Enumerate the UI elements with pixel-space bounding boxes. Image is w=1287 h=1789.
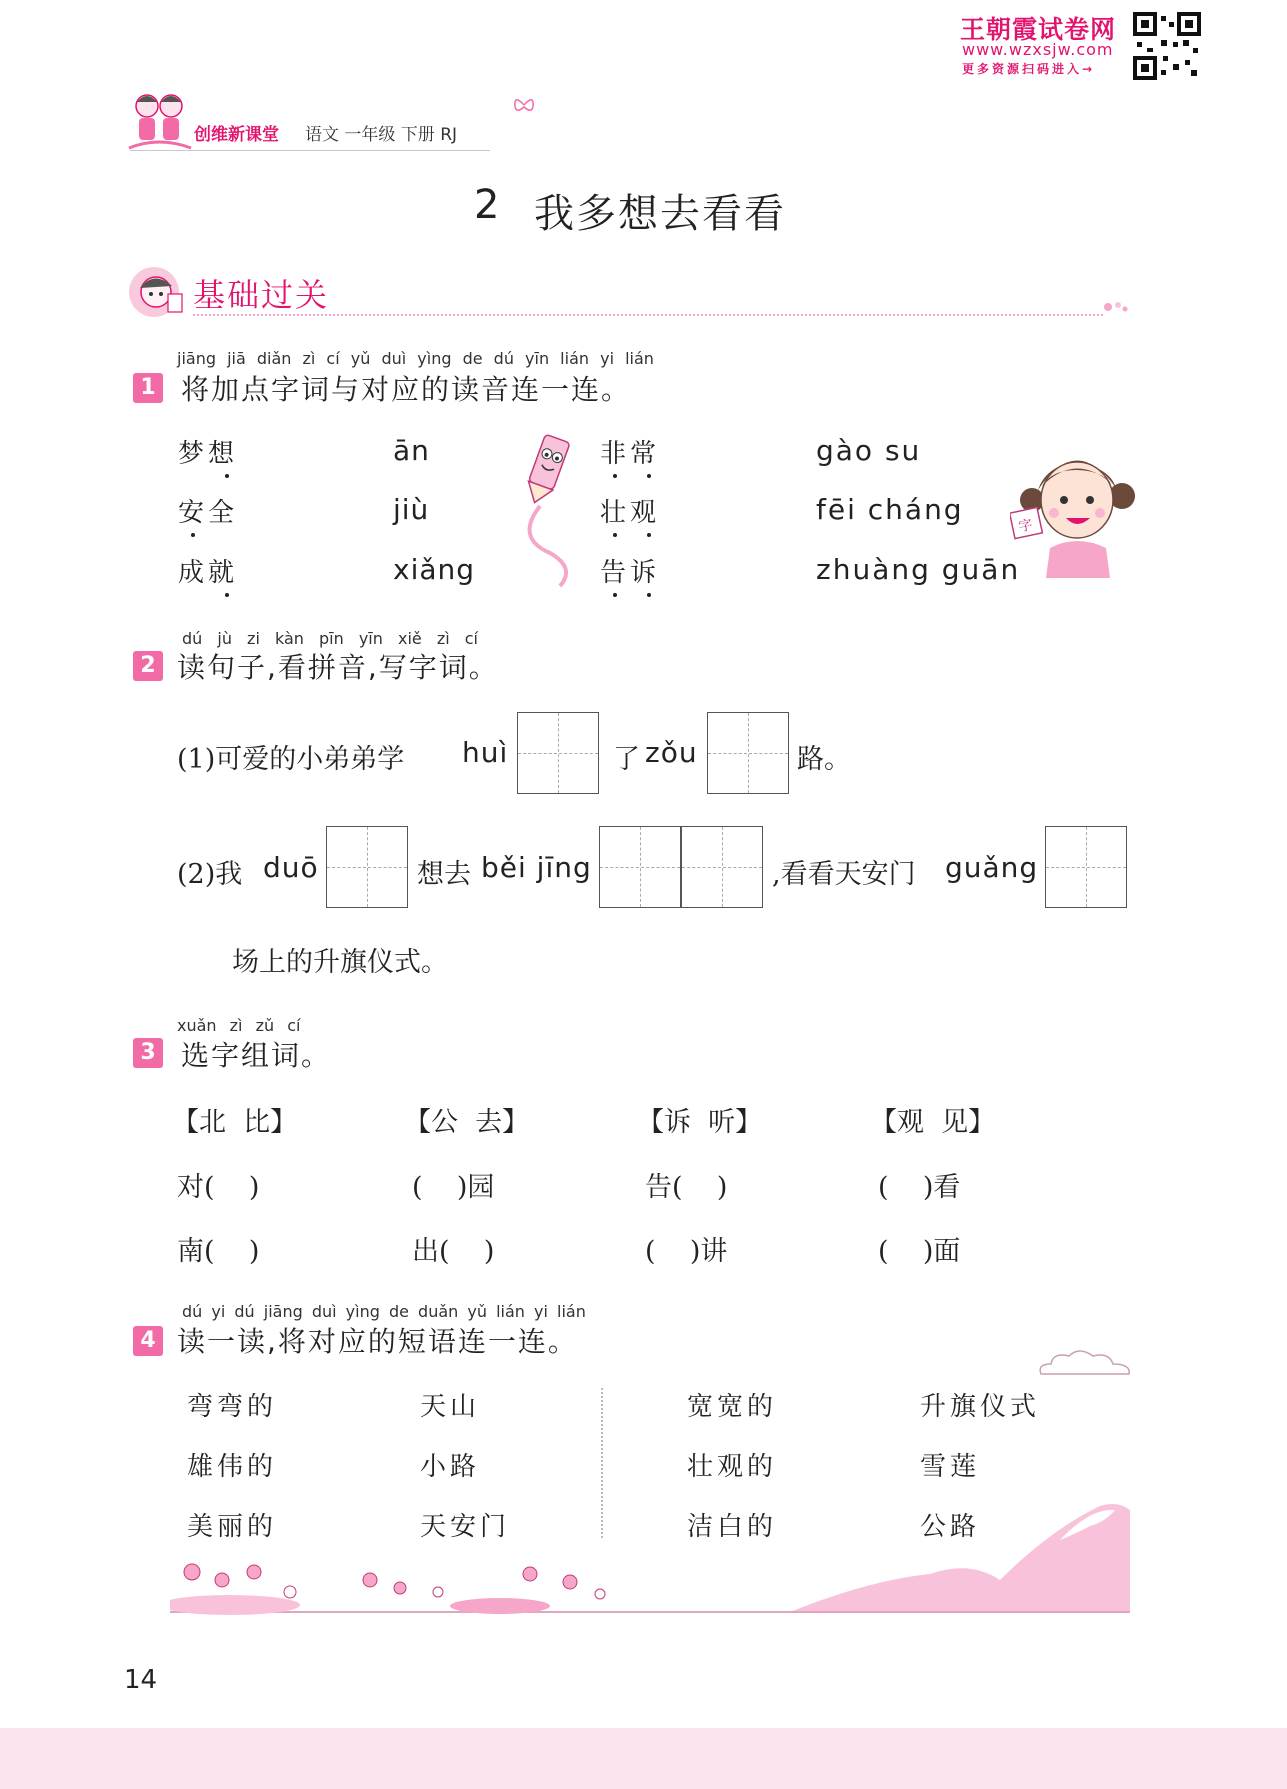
pinyin-gaosu[interactable]: gào su (816, 434, 922, 467)
s2-pinyin-guang: guǎng (945, 851, 1039, 884)
s1-pinyin-zou: zǒu (645, 736, 698, 769)
phrase-tiananmen[interactable]: 天安门 (420, 1512, 511, 1542)
s2-text-b: 想去 (417, 859, 471, 890)
word-zhuangguan[interactable]: 壮观 (600, 498, 661, 528)
emphasis-dot (647, 593, 651, 597)
q3-group-3-blank-b[interactable]: ( )讲 (645, 1236, 728, 1267)
emphasis-dot (225, 474, 229, 478)
q3-group-1-chars: 【北 比】 (172, 1107, 298, 1138)
answer-box-jing[interactable] (681, 826, 763, 908)
header-divider (130, 150, 490, 151)
teacher-avatar-icon (128, 264, 188, 320)
phrase-meilide[interactable]: 美丽的 (187, 1512, 278, 1542)
q1-instruction: 将加点字词与对应的读音连一连。 (181, 373, 632, 406)
word-mengxiang[interactable]: 梦想 (178, 439, 239, 469)
dots-decoration-icon (1102, 298, 1130, 316)
series-name: 创维新课堂 (194, 125, 279, 145)
q3-group-1-blank-a[interactable]: 对( ) (177, 1172, 260, 1203)
phrase-jiebaide[interactable]: 洁白的 (687, 1512, 778, 1542)
answer-box-zou[interactable] (707, 712, 789, 794)
q3-instruction: 选字组词。 (181, 1039, 332, 1072)
word-gaosu[interactable]: 告诉 (600, 558, 661, 588)
s1-text-a: (1)可爱的小弟弟学 (177, 744, 405, 775)
emphasis-dot (191, 533, 195, 537)
q3-pinyin: xuǎn zì zǔ cí (177, 1016, 301, 1035)
phrase-shengqiyishi[interactable]: 升旗仪式 (920, 1392, 1041, 1422)
emphasis-dot (613, 474, 617, 478)
q3-group-2-blank-a[interactable]: ( )园 (412, 1172, 495, 1203)
s1-text-b: 了 (613, 744, 640, 775)
phrase-tianshan[interactable]: 天山 (420, 1392, 481, 1422)
phrase-xuelian[interactable]: 雪莲 (920, 1452, 981, 1482)
cloud-icon (1035, 1344, 1135, 1384)
pinyin-an[interactable]: ān (393, 434, 430, 467)
q3-number: 3 (133, 1038, 163, 1068)
svg-text:字: 字 (1017, 516, 1035, 536)
phrase-xiaolu[interactable]: 小路 (420, 1452, 481, 1482)
q3-group-3-chars: 【诉 听】 (637, 1107, 763, 1138)
pencil-mascot-icon (510, 428, 580, 588)
emphasis-dot (647, 474, 651, 478)
emphasis-dot (613, 533, 617, 537)
phrase-gonglu[interactable]: 公路 (920, 1512, 981, 1542)
q2-number: 2 (133, 651, 163, 681)
q3-group-4-blank-b[interactable]: ( )面 (878, 1236, 961, 1267)
section-title: 基础过关 (193, 276, 330, 314)
emphasis-dot (225, 593, 229, 597)
q2-pinyin: dú jù zi kàn pīn yīn xiě zì cí (182, 629, 478, 648)
pinyin-xiang[interactable]: xiǎng (393, 553, 476, 586)
q1-pinyin: jiāng jiā diǎn zì cí yǔ duì yìng de dú yīn lián yi lián (177, 349, 654, 368)
word-chengjiu[interactable]: 成就 (178, 558, 239, 588)
answer-box-hui[interactable] (517, 712, 599, 794)
mountain-flower-scenery (170, 1500, 1130, 1615)
q3-group-4-chars: 【观 见】 (870, 1107, 996, 1138)
pinyin-jiu[interactable]: jiù (393, 493, 430, 526)
word-anquan[interactable]: 安全 (178, 498, 239, 528)
brand-tagline: 更多资源扫码进入→ (962, 62, 1096, 76)
lesson-number: 2 (474, 182, 502, 228)
qr-code-icon[interactable] (1133, 12, 1201, 80)
lesson-title: 我多想去看看 (534, 191, 786, 237)
subject-info: 语文 一年级 下册 RJ (305, 125, 458, 145)
q3-group-2-chars: 【公 去】 (404, 1107, 530, 1138)
butterfly-icon (512, 94, 536, 116)
s2-text-a: (2)我 (177, 859, 243, 890)
s2-pinyin-beijing: běi jīng (481, 851, 592, 884)
girl-illustration-icon (1010, 438, 1140, 578)
q4-instruction: 读一读,将对应的短语连一连。 (177, 1325, 578, 1358)
pinyin-zhuangguan[interactable]: zhuàng guān (816, 553, 1021, 586)
q3-group-1-blank-b[interactable]: 南( ) (177, 1236, 260, 1267)
s2-pinyin-duo: duō (263, 851, 319, 884)
q3-group-2-blank-b[interactable]: 出( ) (412, 1236, 495, 1267)
brand-url[interactable]: www.wzxsjw.com (962, 40, 1114, 59)
s2-text-c: ,看看天安门 (772, 859, 916, 890)
q1-number: 1 (133, 373, 163, 403)
s1-pinyin-hui: huì (462, 736, 509, 769)
s1-text-c: 路。 (797, 744, 851, 775)
s2-text-d: 场上的升旗仪式。 (232, 947, 448, 978)
pinyin-feichang[interactable]: fēi cháng (816, 493, 964, 526)
section-divider (193, 314, 1103, 316)
emphasis-dot (647, 533, 651, 537)
q3-group-3-blank-a[interactable]: 告( ) (645, 1172, 728, 1203)
phrase-kuankuande[interactable]: 宽宽的 (687, 1392, 778, 1422)
q2-instruction: 读句子,看拼音,写字词。 (177, 651, 499, 684)
q4-number: 4 (133, 1326, 163, 1356)
phrase-xiongweide[interactable]: 雄伟的 (187, 1452, 278, 1482)
answer-box-guang[interactable] (1045, 826, 1127, 908)
phrase-wanwande[interactable]: 弯弯的 (187, 1392, 278, 1422)
q3-group-4-blank-a[interactable]: ( )看 (878, 1172, 961, 1203)
phrase-zhuangguande[interactable]: 壮观的 (687, 1452, 778, 1482)
word-feichang[interactable]: 非常 (600, 439, 661, 469)
answer-box-bei[interactable] (599, 826, 681, 908)
answer-box-duo[interactable] (326, 826, 408, 908)
kids-logo-icon (125, 88, 195, 158)
brand-name: 王朝霞试卷网 (960, 15, 1117, 44)
q4-pinyin: dú yi dú jiāng duì yìng de duǎn yǔ lián yi lián (182, 1302, 586, 1321)
footer-band (0, 1728, 1287, 1789)
emphasis-dot (613, 593, 617, 597)
page-number: 14 (124, 1665, 158, 1695)
